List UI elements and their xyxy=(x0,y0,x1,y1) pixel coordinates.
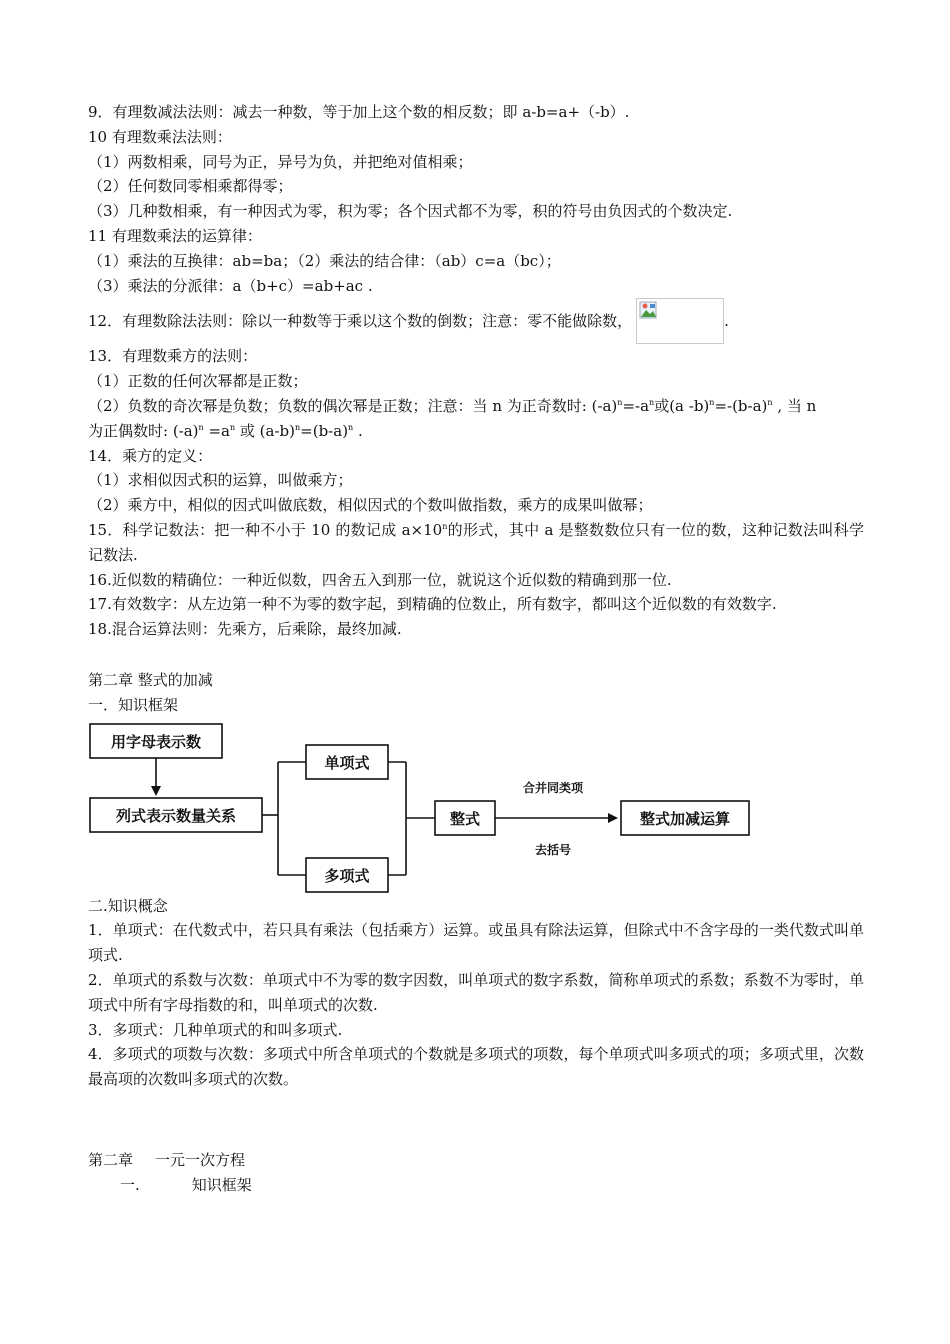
line-15 xyxy=(88,518,864,568)
line-14-1: （1）求相似因式积的运算，叫做乘方； xyxy=(88,471,353,490)
line-13-2b xyxy=(88,419,864,444)
exponent: n xyxy=(767,397,773,407)
box-letter-number-label: 用字母表示数 xyxy=(110,732,202,751)
chapter3-title-number: 第二章 xyxy=(88,1150,134,1169)
concepts-title: 二.知识概念 xyxy=(88,896,168,915)
line-11: 11 有理数乘法的运算律： xyxy=(88,226,262,245)
exponent: n xyxy=(617,397,623,407)
edge-label-remove-brackets: 去括号 xyxy=(534,842,572,857)
exponent: n xyxy=(649,397,655,407)
text-run: =(b-a) xyxy=(300,421,349,440)
knowledge-framework-diagram xyxy=(88,722,864,894)
line-12-text: 12．有理数除法法则：除以一种数等于乘以这个数的倒数；注意：零不能做除数， xyxy=(88,311,633,330)
line-12-tail: . xyxy=(724,311,729,330)
text-run: （2）负数的奇次幂是负数；负数的偶次幂是正数；注意：当 n 为正奇数时: (-a) xyxy=(88,396,618,415)
text-run: , 当 n xyxy=(772,396,817,415)
text-run: 15．科学记数法：把一种不小于 10 的数记成 a×10 xyxy=(88,520,443,539)
text-run: . xyxy=(353,421,363,440)
exponent: n xyxy=(229,422,236,432)
line-13-2a xyxy=(88,394,864,419)
box-monomial-label: 单项式 xyxy=(324,753,370,772)
line-14-2: （2）乘方中，相似的因式叫做底数，相似因式的个数叫做指数，乘方的成果叫做幂； xyxy=(88,496,653,515)
line-10-1: （1）两数相乘，同号为正，异号为负，并把绝对值相乘； xyxy=(88,152,473,171)
broken-image-icon xyxy=(636,298,724,344)
concept-4: 4．多项式的项数与次数：多项式中所含单项式的个数就是多项式的项数，每个单项式叫多项式的项；多项式里，次数最高项的次数叫多项式的次数。 xyxy=(88,1045,864,1089)
line-13: 13．有理数乘方的法则： xyxy=(88,347,258,366)
text-run: 的形式，其中 a 是整数数位只有一位的数，这种记数法叫科学记数法. xyxy=(88,520,865,564)
exponent: n xyxy=(198,422,204,432)
spacer xyxy=(88,1092,864,1148)
chapter2-subtitle: 一．知识框架 xyxy=(88,695,179,714)
line-18: 18.混合运算法则：先乘方，后乘除，最终加减. xyxy=(88,620,402,639)
line-10: 10 有理数乘法法则： xyxy=(88,127,232,146)
chapter3-title-text: 一元一次方程 xyxy=(155,1150,246,1169)
text-run: 或(a -b) xyxy=(654,396,710,415)
spacer xyxy=(88,642,864,668)
exponent: n xyxy=(348,422,354,432)
exponent: n xyxy=(709,397,715,407)
line-12 xyxy=(88,298,864,344)
chapter2-title: 第二章 整式的加减 xyxy=(88,670,213,689)
diagram-svg xyxy=(88,722,864,894)
concept-2: 2．单项式的系数与次数：单项式中不为零的数字因数，叫单项式的数字系数，简称单项式的系数；系数不为零时，单项式中所有字母指数的和，叫单项式的次数. xyxy=(88,970,864,1014)
chapter3-subtitle xyxy=(88,1173,864,1198)
line-9: 9．有理数减法法则：减去一种数，等于加上这个数的相反数；即 a-b=a+（-b）. xyxy=(88,103,630,121)
document-page xyxy=(88,100,864,1198)
line-11-1: （1）乘法的互换律：ab=ba；（2）乘法的结合律：（ab）c=a（bc）； xyxy=(88,251,561,270)
line-16: 16.近似数的精确位：一种近似数，四舍五入到那一位，就说这个近似数的精确到那一位. xyxy=(88,570,672,589)
chapter3-subtitle-number: 一. xyxy=(120,1175,140,1194)
concept-1: 1．单项式：在代数式中，若只具有乘法（包括乘方）运算。或虽具有除法运算，但除式中不含字母的一类代数式叫单项式. xyxy=(88,921,864,965)
exponent: n xyxy=(442,521,448,531)
line-14: 14．乘方的定义： xyxy=(88,446,213,465)
line-11-2: （3）乘法的分派律：a（b+c）=ab+ac . xyxy=(88,276,373,295)
box-quantity-relation-label: 列式表示数量关系 xyxy=(115,806,237,825)
box-polynomial-label: 多项式 xyxy=(324,866,370,885)
chapter3-title xyxy=(88,1148,864,1173)
line-10-3: （3）几种数相乘，有一种因式为零，积为零；各个因式都不为零，积的符号由负因式的个数决定. xyxy=(88,202,733,221)
text-run: =a xyxy=(203,421,230,440)
box-integral-expression-label: 整式 xyxy=(449,809,481,828)
concept-3: 3．多项式：几种单项式的和叫多项式. xyxy=(88,1020,343,1039)
text-run: 或 (a-b) xyxy=(235,421,295,440)
line-17: 17.有效数字：从左边第一种不为零的数字起，到精确的位数止，所有数字，都叫这个近似数的有效数字. xyxy=(88,595,777,614)
chapter3-subtitle-text: 知识框架 xyxy=(191,1175,252,1194)
exponent: n xyxy=(295,422,301,432)
box-add-subtract-label: 整式加减运算 xyxy=(639,809,731,828)
text-run: =-a xyxy=(622,396,650,415)
line-10-2: （2）任何数同零相乘都得零； xyxy=(88,177,293,196)
text-run: 为正偶数时: (-a) xyxy=(88,421,199,440)
line-13-1: （1）正数的任何次幂都是正数； xyxy=(88,372,308,391)
text-run: =-(b-a) xyxy=(714,396,768,415)
edge-label-combine-like-terms: 合并同类项 xyxy=(522,780,584,795)
